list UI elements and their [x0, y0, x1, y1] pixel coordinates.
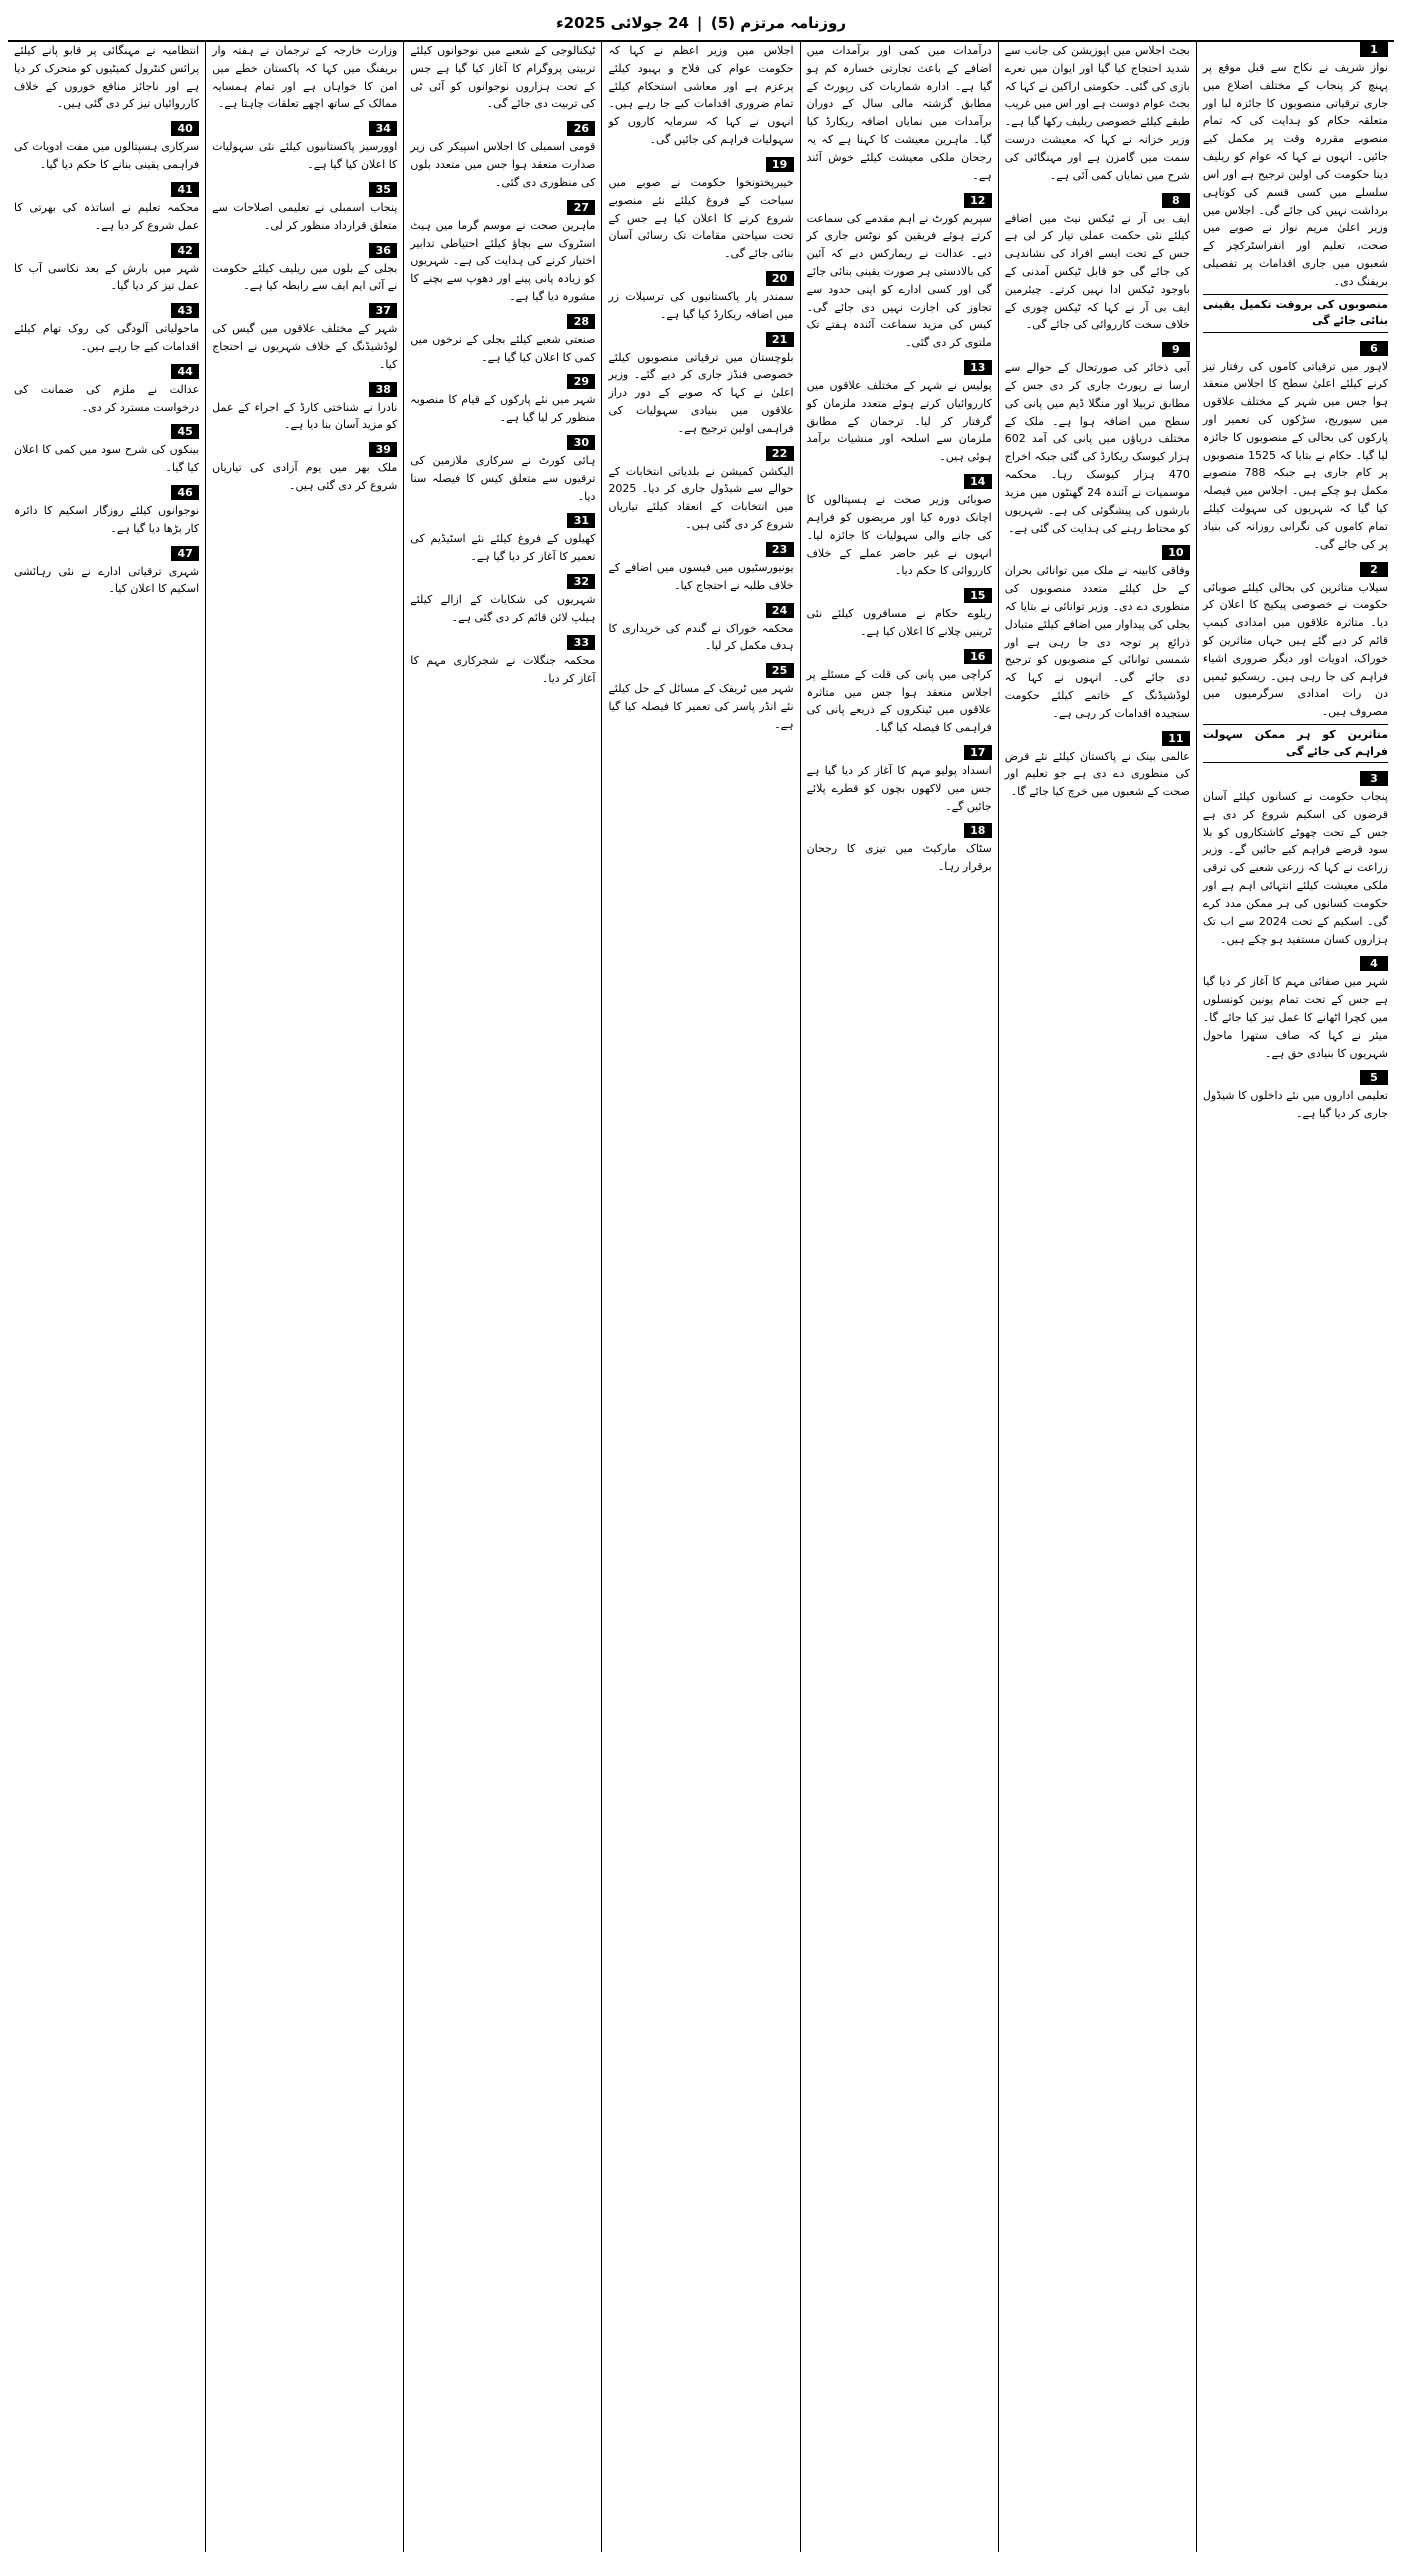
news-item-header	[1203, 956, 1388, 971]
news-item-header	[1203, 42, 1388, 57]
news-item-header	[410, 121, 595, 136]
news-number-badge: 19	[766, 157, 794, 172]
news-body-text: پنجاب حکومت نے کسانوں کیلئے آسان قرضوں کی اسکیم شروع کر دی ہے جس کے تحت چھوٹے کاشتکاروں کو بلا سود قرضے فراہم کیے جائیں گے۔ وزیر زراعت نے کہا کہ زرعی شعبے کی ترقی ملکی معیشت کیلئے انتہائی اہم ہے اور حکومت کسانوں کی ہر ممکن مدد کرے گی۔ اسکیم کے تحت 2024 سے اب تک ہزاروں کسان مستفید ہو چکے ہیں۔	[1202, 790, 1388, 946]
news-number-badge: 5	[1360, 1070, 1388, 1085]
news-body-text: سٹاک مارکیٹ میں تیزی کا رجحان برقرار رہا۔	[806, 842, 992, 874]
news-body-text: ہائی کورٹ نے سرکاری ملازمین کی ترقیوں سے متعلق کیس کا فیصلہ سنا دیا۔	[410, 454, 596, 503]
news-item	[212, 182, 397, 235]
news-number-badge: 35	[369, 182, 397, 197]
news-item-header	[14, 485, 199, 500]
news-number-badge: 18	[964, 823, 992, 838]
news-item-header	[807, 360, 992, 375]
news-item	[14, 182, 199, 235]
news-number-badge: 44	[171, 364, 199, 379]
news-item	[212, 121, 397, 174]
news-number-badge: 10	[1162, 545, 1190, 560]
news-item-header	[608, 603, 793, 618]
news-body-text: لاہور میں ترقیاتی کاموں کی رفتار تیز کرنے کیلئے اعلیٰ سطح کا اجلاس منعقد ہوا جس میں شہر کے مختلف علاقوں میں سیوریج، سڑکوں کی تعمیر اور پارکوں کی بحالی کے منصوبوں کا جائزہ لیا گیا۔ حکام نے بتایا کہ 1525 منصوبوں پر کام جاری ہے جبکہ 788 منصوبے مکمل ہو چکے ہیں۔ اجلاس میں فیصلہ کیا گیا کہ شہریوں کی سہولت کیلئے تمام کاموں کی نگرانی روزانہ کی بنیاد پر کی جائے گی۔	[1202, 359, 1388, 551]
news-body-text: ایف بی آر نے ٹیکس نیٹ میں اضافے کیلئے نئی حکمت عملی تیار کر لی ہے جس کے تحت ایسے افراد کی نشاندہی کی جائے گی جو قابل ٹیکس آمدنی کے باوجود ٹیکس ادا نہیں کرتے۔ چیئرمین ایف بی آر نے کہا کہ ٹیکس چوری کے خلاف سخت کارروائی کی جائے گی۔	[1004, 211, 1190, 332]
news-number-badge: 26	[567, 121, 595, 136]
news-item-header	[1203, 562, 1388, 577]
news-item	[212, 42, 397, 113]
news-body-text: انتظامیہ نے مہنگائی پر قابو پانے کیلئے پرائس کنٹرول کمیٹیوں کو متحرک کر دیا ہے اور ناجائز منافع خوروں کے خلاف کارروائیاں تیز کر دی گئی ہیں۔	[14, 44, 200, 111]
news-number-badge: 17	[964, 745, 992, 760]
news-item	[807, 474, 992, 580]
news-item-header	[212, 303, 397, 318]
news-body-text: عالمی بینک نے پاکستان کیلئے نئے قرض کی منظوری دے دی ہے جو تعلیم اور صحت کے شعبوں میں خرچ کیا جائے گا۔	[1004, 749, 1190, 799]
news-item-header	[212, 382, 397, 397]
news-item	[14, 485, 199, 538]
news-item	[1203, 1070, 1388, 1123]
news-column	[205, 42, 403, 2552]
news-body-text: اوورسیز پاکستانیوں کیلئے نئی سہولیات کا اعلان کیا گیا ہے۔	[212, 140, 398, 172]
news-number-badge: 21	[766, 332, 794, 347]
publication-name: روزنامہ مرتزم (5)	[710, 14, 847, 32]
news-body-text: پنجاب اسمبلی نے تعلیمی اصلاحات سے متعلق قرارداد منظور کر لی۔	[212, 200, 398, 232]
news-item-header	[410, 574, 595, 589]
news-body-text: اجلاس میں وزیر اعظم نے کہا کہ حکومت عوام کی فلاح و بہبود کیلئے پرعزم ہے اور معاشی استحکام کیلئے تمام ضروری اقدامات کیے جا رہے ہیں۔ انہوں نے کہا کہ سرمایہ کاروں کو سہولیات فراہم کی جائیں گی۔	[608, 44, 794, 147]
news-item	[410, 374, 595, 427]
news-number-badge: 34	[369, 121, 397, 136]
news-body-text: یونیورسٹیوں میں فیسوں میں اضافے کے خلاف طلبہ نے احتجاج کیا۔	[608, 560, 794, 592]
news-item	[410, 314, 595, 367]
news-item	[14, 424, 199, 477]
news-item	[410, 435, 595, 505]
news-body-text: صنعتی شعبے کیلئے بجلی کے نرخوں میں کمی کا اعلان کیا گیا ہے۔	[410, 332, 596, 364]
news-column	[8, 42, 205, 2552]
news-item	[807, 745, 992, 815]
news-item	[807, 649, 992, 737]
news-item	[807, 823, 992, 876]
news-item	[608, 446, 793, 534]
news-body-text: سیلاب متاثرین کی بحالی کیلئے صوبائی حکومت نے خصوصی پیکیج کا اعلان کر دیا۔ متاثرہ علاقوں میں امدادی کیمپ قائم کر دیے گئے ہیں جہاں متاثرین کو خوراک، ادویات اور دیگر ضروری اشیاء فراہم کی جا رہی ہیں۔ ریسکیو ٹیمیں دن رات امدادی سرگرمیوں میں مصروف ہیں۔	[1202, 580, 1388, 719]
news-number-badge: 39	[369, 442, 397, 457]
news-number-badge: 47	[171, 546, 199, 561]
news-item-header	[410, 635, 595, 650]
news-item	[1203, 562, 1388, 764]
news-item-header	[14, 546, 199, 561]
news-body-text: عدالت نے ملزم کی ضمانت کی درخواست مسترد کر دی۔	[14, 382, 200, 414]
news-body-text: شہر کے مختلف علاقوں میں گیس کی لوڈشیڈنگ کے خلاف شہریوں نے احتجاج کیا۔	[212, 322, 398, 371]
news-body-text: سپریم کورٹ نے اہم مقدمے کی سماعت کرتے ہوئے فریقین کو نوٹس جاری کر دیے۔ عدالت نے ریمارکس دیے کہ آئین کی بالادستی ہر صورت یقینی بنائی جائے گی اور کسی ادارے کو اپنی حدود سے تجاوز کی اجازت نہیں دی جائے گی۔ کیس کی مزید سماعت آئندہ ہفتے تک ملتوی کر دی گئی۔	[806, 211, 992, 350]
news-item-header	[1005, 731, 1190, 746]
news-number-badge: 13	[964, 360, 992, 375]
news-item-header	[14, 364, 199, 379]
news-item	[212, 382, 397, 435]
news-item-header	[1203, 1070, 1388, 1085]
news-body-text: نوجوانوں کیلئے روزگار اسکیم کا دائرہ کار بڑھا دیا گیا ہے۔	[14, 504, 200, 535]
news-number-badge: 1	[1360, 42, 1388, 57]
news-body-text: شہر میں ٹریفک کے مسائل کے حل کیلئے نئے انڈر پاسز کی تعمیر کا فیصلہ کیا گیا ہے۔	[608, 682, 794, 731]
news-body-text: آبی ذخائر کی صورتحال کے حوالے سے ارسا نے رپورٹ جاری کر دی جس کے مطابق تربیلا اور منگلا ڈیم میں پانی کی سطح میں اضافہ ہوا ہے۔ ملک کے مختلف دریاؤں میں پانی کی آمد 602 ہزار کیوسک ریکارڈ کی گئی جبکہ اخراج 470 ہزار کیوسک رہا۔ محکمہ موسمیات نے آئندہ 24 گھنٹوں میں مزید بارشوں کی پیشگوئی کی ہے۔ شہریوں کو محتاط رہنے کی ہدایت کی گئی ہے۔	[1004, 361, 1190, 535]
news-item	[807, 193, 992, 353]
news-item-header	[410, 200, 595, 215]
news-item	[807, 588, 992, 641]
news-item	[410, 574, 595, 627]
news-item-header	[1203, 771, 1388, 786]
news-body-text: بجٹ اجلاس میں اپوزیشن کی جانب سے شدید احتجاج کیا گیا اور ایوان میں نعرے بازی کی گئی۔ حکومتی اراکین نے کہا کہ بجٹ عوام دوست ہے اور اس میں غریب طبقے کیلئے خصوصی ریلیف رکھا گیا ہے۔ وزیر خزانہ نے کہا کہ معیشت درست سمت میں گامزن ہے اور مہنگائی کی شرح میں نمایاں کمی آئی ہے۔	[1004, 44, 1190, 182]
news-item	[608, 42, 793, 149]
news-item	[608, 603, 793, 656]
news-number-badge: 9	[1162, 342, 1190, 357]
news-number-badge: 2	[1360, 562, 1388, 577]
news-body-text: انسداد پولیو مہم کا آغاز کر دیا گیا ہے جس میں لاکھوں بچوں کو قطرے پلائے جائیں گے۔	[806, 764, 992, 813]
news-item-header	[410, 435, 595, 450]
news-item-header	[608, 332, 793, 347]
news-item	[14, 303, 199, 356]
news-item-header	[1005, 193, 1190, 208]
news-body-text: شہر میں بارش کے بعد نکاسی آب کا عمل تیز کر دیا گیا۔	[14, 261, 200, 293]
news-body-text: ٹیکنالوجی کے شعبے میں نوجوانوں کیلئے تربیتی پروگرام کا آغاز کیا گیا ہے جس کے تحت ہزاروں نوجوانوں کو آئی ٹی کی تربیت دی جائے گی۔	[410, 44, 596, 111]
news-body-text: کراچی میں پانی کی قلت کے مسئلے پر اجلاس منعقد ہوا جس میں متاثرہ علاقوں میں ٹینکروں کے ذریعے پانی کی فراہمی کا فیصلہ کیا گیا۔	[806, 667, 992, 735]
news-item	[14, 121, 199, 174]
news-body-text: تعلیمی اداروں میں نئے داخلوں کا شیڈول جاری کر دیا گیا ہے۔	[1202, 1089, 1388, 1121]
news-item	[608, 542, 793, 595]
news-body-text: بلوچستان میں ترقیاتی منصوبوں کیلئے خصوصی فنڈز جاری کر دیے گئے۔ وزیر اعلیٰ نے کہا کہ صوبے کے دور دراز علاقوں میں بنیادی سہولیات کی فراہمی اولین ترجیح ہے۔	[608, 350, 794, 435]
news-number-badge: 16	[964, 649, 992, 664]
news-number-badge: 31	[567, 513, 595, 528]
news-number-badge: 12	[964, 193, 992, 208]
news-body-text: بجلی کے بلوں میں ریلیف کیلئے حکومت نے آئی ایم ایف سے رابطہ کیا ہے۔	[212, 261, 398, 293]
news-body-text: نواز شریف نے نکاح سے قبل موقع پر پہنچ کر پنجاب کے مختلف اضلاع میں جاری ترقیاتی منصوبوں کا جائزہ لیا اور متعلقہ حکام کو ہدایت کی کہ تمام منصوبے مقررہ وقت پر مکمل کیے جائیں۔ انہوں نے کہا کہ عوام کو ریلیف دینا حکومت کی اولین ترجیح ہے اور اس سلسلے میں کسی قسم کی کوتاہی برداشت نہیں کی جائے گی۔ اجلاس میں وزیر اعلیٰ مریم نواز نے صوبے میں صحت، تعلیم اور انفراسٹرکچر کے شعبوں میں جاری اقدامات پر تفصیلی بریفنگ دی۔	[1202, 61, 1388, 288]
news-item	[410, 200, 595, 306]
masthead: روزنامہ مرتزم (5) | 24 جولائی 2025ء	[8, 6, 1394, 42]
news-item-header	[807, 823, 992, 838]
news-number-badge: 42	[171, 243, 199, 258]
news-number-badge: 3	[1360, 771, 1388, 786]
news-number-badge: 29	[567, 374, 595, 389]
news-number-badge: 40	[171, 121, 199, 136]
news-column	[1196, 42, 1394, 2552]
news-body-text: درآمدات میں کمی اور برآمدات میں اضافے کے باعث تجارتی خسارہ کم ہو گیا ہے۔ ادارہ شماریات کی رپورٹ کے مطابق گزشتہ مالی سال کے دوران برآمدات میں نمایاں اضافہ ریکارڈ کیا گیا۔ ماہرین معیشت کا کہنا ہے کہ یہ رجحان ملکی معیشت کیلئے خوش آئند ہے۔	[806, 44, 992, 182]
news-item	[212, 442, 397, 495]
news-item	[608, 157, 793, 263]
news-number-badge: 32	[567, 574, 595, 589]
news-body-text: کھیلوں کے فروغ کیلئے نئے اسٹیڈیم کی تعمیر کا آغاز کر دیا گیا ہے۔	[410, 532, 596, 564]
news-item-header	[608, 271, 793, 286]
news-item	[1005, 42, 1190, 185]
news-body-text: محکمہ خوراک نے گندم کی خریداری کا ہدف مکمل کر لیا۔	[608, 621, 794, 653]
news-item-header	[212, 243, 397, 258]
news-item-header	[608, 157, 793, 172]
news-number-badge: 24	[766, 603, 794, 618]
news-number-badge: 28	[567, 314, 595, 329]
news-item-header	[14, 121, 199, 136]
news-item-header	[608, 542, 793, 557]
news-number-badge: 43	[171, 303, 199, 318]
news-number-badge: 37	[369, 303, 397, 318]
news-body-text: وفاقی کابینہ نے ملک میں توانائی بحران کے حل کیلئے متعدد منصوبوں کی منظوری دے دی۔ وزیر توانائی نے بتایا کہ بجلی کی پیداوار میں اضافے کیلئے متبادل ذرائع پر توجہ دی جا رہی ہے اور شمسی توانائی کے منصوبوں کو ترجیح دی جائے گی۔ انہوں نے کہا کہ لوڈشیڈنگ کے خاتمے کیلئے حکومت سنجیدہ اقدامات کر رہی ہے۔	[1004, 564, 1190, 720]
news-body-text: ملک بھر میں یوم آزادی کی تیاریاں شروع کر دی گئی ہیں۔	[212, 461, 398, 492]
news-item	[410, 513, 595, 566]
news-item	[608, 271, 793, 324]
news-item	[807, 42, 992, 185]
news-item-header	[410, 314, 595, 329]
news-number-badge: 14	[964, 474, 992, 489]
news-number-badge: 27	[567, 200, 595, 215]
news-item-header	[212, 121, 397, 136]
news-item	[608, 663, 793, 733]
news-column	[601, 42, 799, 2552]
news-item	[608, 332, 793, 438]
news-number-badge: 41	[171, 182, 199, 197]
news-item	[14, 243, 199, 296]
news-column	[998, 42, 1196, 2552]
news-item	[410, 42, 595, 113]
news-item-header	[608, 446, 793, 461]
news-number-badge: 25	[766, 663, 794, 678]
news-item	[410, 121, 595, 191]
news-item-header	[807, 474, 992, 489]
news-item	[1203, 956, 1388, 1062]
news-body-text: ماحولیاتی آلودگی کی روک تھام کیلئے اقدامات کیے جا رہے ہیں۔	[14, 322, 200, 353]
news-body-text: محکمہ جنگلات نے شجرکاری مہم کا آغاز کر دیا۔	[410, 653, 596, 685]
news-item	[1203, 341, 1388, 554]
news-body-text: نادرا نے شناختی کارڈ کے اجراء کے عمل کو مزید آسان بنا دیا ہے۔	[212, 400, 398, 432]
news-number-badge: 36	[369, 243, 397, 258]
news-item-header	[807, 745, 992, 760]
news-body-text: شہریوں کی شکایات کے ازالے کیلئے ہیلپ لائن قائم کر دی گئی ہے۔	[410, 593, 596, 624]
news-summary-line: متاثرین کو ہر ممکن سہولت فراہم کی جائے گی	[1203, 724, 1388, 763]
news-number-badge: 11	[1162, 731, 1190, 746]
news-item	[14, 42, 199, 113]
news-body-text: بینکوں کی شرح سود میں کمی کا اعلان کیا گیا۔	[14, 443, 200, 475]
news-body-text: پولیس نے شہر کے مختلف علاقوں میں کارروائیاں کرتے ہوئے متعدد ملزمان کو گرفتار کر لیا۔ ترجمان کے مطابق ملزمان سے اسلحہ اور منشیات برآمد ہوئی ہیں۔	[806, 379, 992, 464]
news-column	[403, 42, 601, 2552]
news-item-header	[807, 193, 992, 208]
news-item-header	[14, 424, 199, 439]
news-body-text: محکمہ تعلیم نے اساتذہ کی بھرتی کا عمل شروع کر دیا ہے۔	[14, 200, 200, 232]
news-item-header	[410, 513, 595, 528]
news-number-badge: 15	[964, 588, 992, 603]
news-body-text: خیبرپختونخوا حکومت نے صوبے میں سیاحت کے فروغ کیلئے نئے منصوبے شروع کرنے کا اعلان کیا ہے جس کے تحت سیاحتی مقامات تک رسائی آسان بنائی جائے گی۔	[608, 175, 794, 261]
news-item-header	[14, 243, 199, 258]
news-item-header	[410, 374, 595, 389]
news-number-badge: 8	[1162, 193, 1190, 208]
news-number-badge: 30	[567, 435, 595, 450]
news-body-text: قومی اسمبلی کا اجلاس اسپیکر کی زیر صدارت منعقد ہوا جس میں متعدد بلوں کی منظوری دی گئی۔	[410, 140, 596, 189]
news-number-badge: 46	[171, 485, 199, 500]
news-item-header	[807, 588, 992, 603]
news-number-badge: 6	[1360, 341, 1388, 356]
news-item	[14, 364, 199, 417]
news-number-badge: 4	[1360, 956, 1388, 971]
publication-date: 24 جولائی 2025ء	[555, 14, 689, 32]
news-item	[807, 360, 992, 466]
news-body-text: وزارت خارجہ کے ترجمان نے ہفتہ وار بریفنگ میں کہا کہ پاکستان خطے میں امن کا خواہاں ہے اور تمام ہمسایہ ممالک کے ساتھ اچھے تعلقات چاہتا ہے۔	[212, 44, 398, 111]
news-number-badge: 38	[369, 382, 397, 397]
news-body-text: شہر میں نئے پارکوں کے قیام کا منصوبہ منظور کر لیا گیا ہے۔	[410, 393, 596, 425]
news-number-badge: 23	[766, 542, 794, 557]
news-item	[1203, 771, 1388, 948]
news-item-header	[212, 182, 397, 197]
news-item-header	[1005, 545, 1190, 560]
news-number-badge: 45	[171, 424, 199, 439]
news-body-text: الیکشن کمیشن نے بلدیاتی انتخابات کے حوالے سے شیڈول جاری کر دیا۔ 2025 میں انتخابات کے انعقاد کیلئے تیاریاں شروع کر دی گئی ہیں۔	[608, 464, 794, 532]
news-item-header	[212, 442, 397, 457]
news-number-badge: 20	[766, 271, 794, 286]
news-number-badge: 22	[766, 446, 794, 461]
news-body-text: شہری ترقیاتی ادارے نے نئی رہائشی اسکیم کا اعلان کیا۔	[14, 564, 200, 596]
news-item	[1005, 193, 1190, 335]
news-item-header	[807, 649, 992, 664]
news-item	[1203, 42, 1388, 333]
news-columns	[8, 42, 1394, 2552]
news-body-text: صوبائی وزیر صحت نے ہسپتالوں کا اچانک دورہ کیا اور مریضوں کو فراہم کی جانے والی سہولیات کا جائزہ لیا۔ انہوں نے غیر حاضر عملے کے خلاف کارروائی کا حکم دیا۔	[806, 493, 992, 578]
news-summary-line: منصوبوں کی بروقت تکمیل یقینی بنائی جائے گی	[1203, 294, 1388, 333]
news-body-text: سمندر پار پاکستانیوں کی ترسیلات زر میں اضافہ ریکارڈ کیا گیا ہے۔	[608, 289, 794, 321]
news-item	[1005, 731, 1190, 801]
news-item-header	[1203, 341, 1388, 356]
news-item-header	[14, 182, 199, 197]
news-item	[1005, 342, 1190, 537]
news-item	[410, 635, 595, 688]
news-body-text: شہر میں صفائی مہم کا آغاز کر دیا گیا ہے جس کے تحت تمام یونین کونسلوں میں کچرا اٹھانے کا عمل تیز کیا جائے گا۔ میئر نے کہا کہ صاف ستھرا ماحول شہریوں کا بنیادی حق ہے۔	[1202, 975, 1388, 1060]
news-item	[212, 303, 397, 373]
news-item	[1005, 545, 1190, 722]
news-item-header	[1005, 342, 1190, 357]
news-body-text: سرکاری ہسپتالوں میں مفت ادویات کی فراہمی یقینی بنانے کا حکم دیا گیا۔	[14, 140, 200, 172]
news-body-text: ماہرین صحت نے موسم گرما میں ہیٹ اسٹروک سے بچاؤ کیلئے احتیاطی تدابیر اختیار کرنے کی ہدایت کی ہے۔ شہریوں کو زیادہ پانی پینے اور دھوپ سے بچنے کا مشورہ دیا گیا ہے۔	[410, 218, 596, 303]
news-item	[14, 546, 199, 599]
news-item-header	[14, 303, 199, 318]
news-item-header	[608, 663, 793, 678]
news-body-text: ریلوے حکام نے مسافروں کیلئے نئی ٹرینیں چلانے کا اعلان کیا ہے۔	[806, 607, 992, 638]
news-number-badge: 33	[567, 635, 595, 650]
news-column	[800, 42, 998, 2552]
news-item	[212, 243, 397, 296]
